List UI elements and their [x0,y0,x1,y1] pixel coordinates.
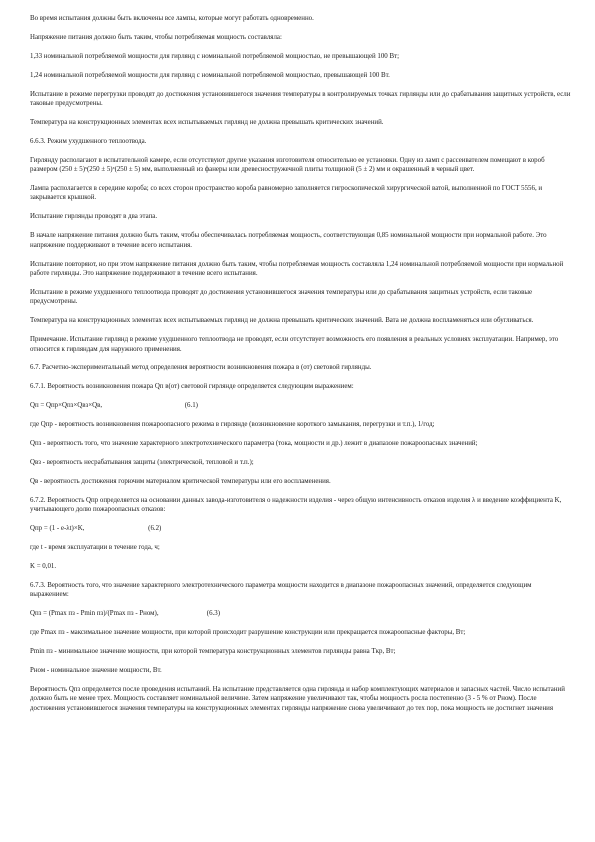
paragraph: 6.7.3. Вероятность того, что значение характерного электротехнического параметра мощности находится в диапазоне пожароопасных значений, определяется следующим выражением: [30,581,532,599]
section-heading: 6.6.3. Режим ухудшенного теплоотвода. [30,137,147,145]
formula-6-1: Qп = Qпр×Qпз×Qвз×Qв, (6.1) [30,402,198,410]
paragraph: В начале напряжение питания должно быть таким, чтобы обеспечивалась потребляемая мощность, соответствующая 0,85 номинальной мощности при нормальной работе. Это напряжение поддерживают в течение всего испытания. [30,232,547,249]
paragraph: Испытание в режиме ухудшенного теплоотвода проводят до достижения установившегося значения температуры или до срабатывания защитных устройств, если таковые предусмотрены. [30,288,533,306]
paragraph: где t - время эксплуатации в течение года, ч; [30,544,160,551]
paragraph: Температура на конструкционных элементах всех испытываемых гирлянд не должна превышать критических значений. Вата не должна воспламеняться или обугливаться. [30,317,534,325]
paragraph: 1,33 номинальной потребляемой мощности для гирлянд с номинальной потребляемой мощностью, не превышающей 100 Вт; [30,52,399,60]
paragraph: Лампа располагается в середине короба; со всех сторон пространство короба равномерно заполняется гигроскопической хирургической ватой, выполненной по ГОСТ 5556, и закрывается крышкой. [30,185,543,202]
paragraph: Напряжение питания должно быть таким, чтобы потребляемая мощность составляла: [30,33,282,41]
formula-6-3: Qпз = (Pmax пз - Pmin пз)/(Pmax пз - Pном), (6.3) [30,610,220,618]
note-paragraph: Примечание. Испытание гирлянд в режиме ухудшенного теплоотвода не проводят, если отсутствует возможность его появления в реальных условиях эксплуатации. Например, это относится к гирляндам для наружного применения. [30,336,559,353]
paragraph: Qв - вероятность достижения горючим материалом критической температуры или его воспламенения. [30,477,331,485]
paragraph: 6.7.2. Вероятность Qпр определяется на основании данных завода-изготовителя о надежности изделия - через общую интенсивность отказов изделия λ и введение коэффициента K, учитывающего долю пожароопасных отказов: [30,496,562,514]
paragraph: Испытание в режиме перегрузки проводят до достижения установившегося значения температуры в контролируемых точках гирлянды или до срабатывания защитных устройств, если таковые предусмотрены. [30,90,571,108]
paragraph: K = 0,01. [30,562,57,570]
paragraph: Вероятность Qпз определяется после проведения испытаний. На испытание представляется одна гирлянда и набор комплектующих материалов и запасных частей. Число испытаний должно быть не менее трех. Мощность составляет номинальной величине. Затем напряжение увеличивают так, чтобы мощность росла постепенно (3 - 5 % от Pном). После достижения установившегося значения температуры на конструкционных элементах гирлянды напряжение снова увеличивают до тех пор, пока мощность не достигнет значения [30,685,565,712]
paragraph: 6.7.1. Вероятность возникновения пожара Qп в(от) световой гирлянде определяется следующим выражением: [30,383,354,391]
paragraph: Qвз - вероятность несрабатывания защиты (электрической, тепловой и т.п.); [30,458,254,466]
paragraph: Pном - номинальное значение мощности, Вт. [30,666,162,674]
paragraph: Испытание гирлянды проводят в два этапа. [30,213,158,221]
paragraph: Qпз - вероятность того, что значение характерного электротехнического параметра (тока, мощности и др.) лежит в диапазоне пожароопасных значений; [30,440,478,448]
paragraph: где Pmax пз - максимальное значение мощности, при которой происходит разрушение конструкции или прекращается пожароопасные факторы, Вт; [30,629,466,637]
formula-6-2: Qпр = (1 - e-λt)×K, (6.2) [30,525,162,533]
paragraph: Pmin пз - минимальное значение мощности, при которой температура конструкционных элементов гирлянды равна Tкр, Вт; [30,647,396,655]
paragraph: 1,24 номинальной потребляемой мощности для гирлянд с номинальной потребляемой мощностью, превышающей 100 Вт. [30,71,390,79]
section-heading: 6.7. Расчетно-экспериментальный метод определения вероятности возникновения пожара в (от) световой гирлянды. [30,364,372,372]
paragraph: Испытание повторяют, но при этом напряжение питания должно быть таким, чтобы потребляемая мощность составляла 1,24 номинальной потребляемой мощности при нормальной работе гирлянды. Это напряжение поддерживают в течение всего испытания. [30,260,564,277]
paragraph: Температура на конструкционных элементах всех испытываемых гирлянд не должна превышать критических значений. [30,118,384,126]
paragraph: где Qпр - вероятность возникновения пожароопасного режима в гирлянде (возникновение короткого замыкания, перегрузки и т.п.), 1/год; [30,421,435,429]
paragraph: Гирлянду располагают в испытательной камере, если отсутствуют другие указания изготовителя относительно ее установки. Одну из ламп с рассеивателем помещают в короб размером (250 ± 5)ˣ(250 ± 5)ˣ(250 ± 5) мм, выполненный из фанеры или древесностружечной плиты толщиной (5 ± 2) мм и окрашенный в черный цвет. [30,156,545,174]
paragraph: Во время испытания должны быть включены все лампы, которые могут работать одновременно. [30,15,314,22]
